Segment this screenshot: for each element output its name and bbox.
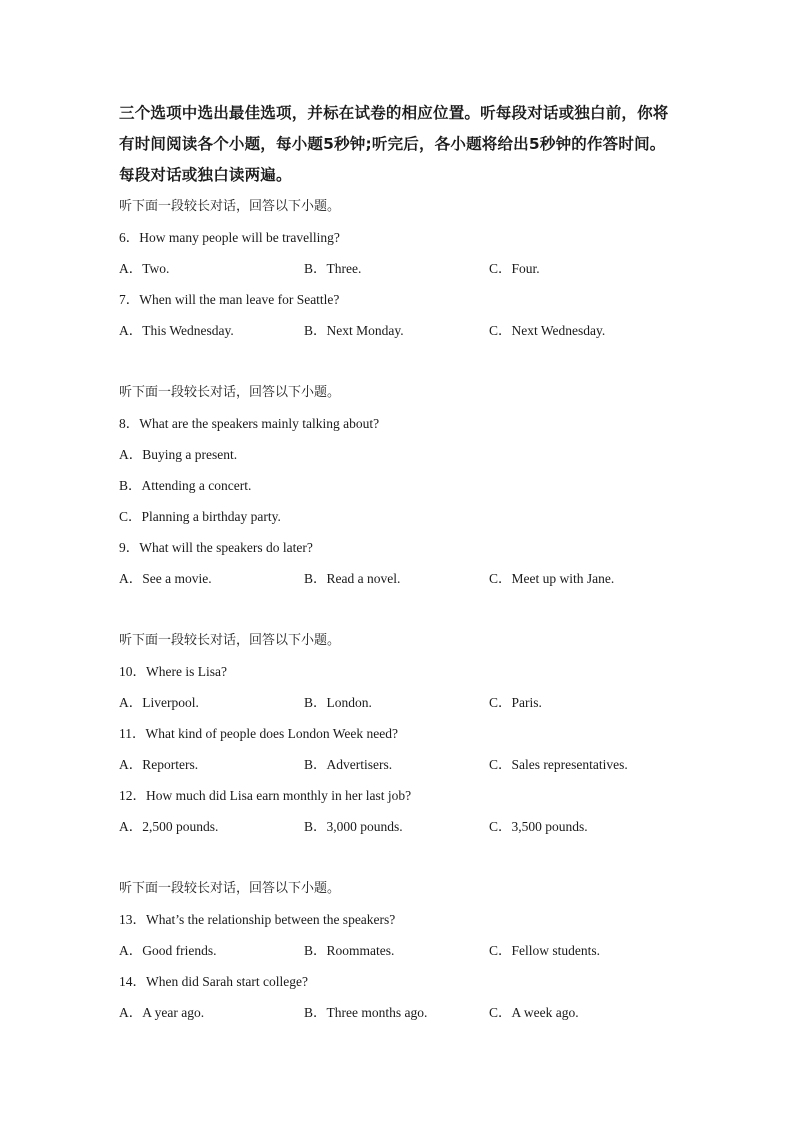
question-8: 8．What are the speakers mainly talking about?: [119, 416, 380, 431]
options-row: [119, 749, 679, 780]
option-a[interactable]: A．This Wednesday.: [119, 323, 234, 338]
option-b[interactable]: B．Attending a concert.: [119, 478, 252, 493]
options-row: [119, 687, 679, 718]
section-heading: 听下面一段较长对话，回答以下小题。: [119, 385, 341, 400]
question-13: 13．What’s the relationship between the speakers?: [119, 912, 396, 927]
option-a[interactable]: A．Liverpool.: [119, 695, 199, 710]
option-c[interactable]: C．Meet up with Jane.: [489, 571, 615, 586]
options-row: [119, 811, 679, 842]
question-7: 7．When will the man leave for Seattle?: [119, 292, 340, 307]
option-c[interactable]: C．3,500 pounds.: [489, 819, 588, 834]
option-b[interactable]: B．Read a novel.: [304, 571, 401, 586]
option-c[interactable]: C．Planning a birthday party.: [119, 509, 281, 524]
section-heading: 听下面一段较长对话，回答以下小题。: [119, 633, 341, 648]
option-a[interactable]: A．Good friends.: [119, 943, 217, 958]
option-c[interactable]: C．A week ago.: [489, 1005, 579, 1020]
option-b[interactable]: B．London.: [304, 695, 372, 710]
option-c[interactable]: C．Four.: [489, 261, 540, 276]
option-c[interactable]: C．Fellow students.: [489, 943, 601, 958]
option-b[interactable]: B．Three months ago.: [304, 1005, 428, 1020]
options-row: [119, 253, 679, 284]
options-row: [119, 935, 679, 966]
section-heading: 听下面一段较长对话，回答以下小题。: [119, 881, 341, 896]
section-heading: 听下面一段较长对话，回答以下小题。: [119, 199, 341, 214]
option-a[interactable]: A．Buying a present.: [119, 447, 238, 462]
question-10: 10．Where is Lisa?: [119, 664, 227, 679]
option-a[interactable]: A．See a movie.: [119, 571, 212, 586]
options-row: [119, 315, 679, 346]
option-a[interactable]: A．Two.: [119, 261, 170, 276]
option-c[interactable]: C．Paris.: [489, 695, 542, 710]
question-11: 11．What kind of people does London Week need?: [119, 726, 398, 741]
options-row: [119, 563, 679, 594]
question-14: 14．When did Sarah start college?: [119, 974, 308, 989]
section-4: [119, 873, 679, 1028]
section-3: [119, 625, 679, 842]
spacer: [119, 346, 679, 377]
question-9: 9．What will the speakers do later?: [119, 540, 313, 555]
section-2: [119, 377, 679, 594]
option-b[interactable]: B．Three.: [304, 261, 362, 276]
option-a[interactable]: A．Reporters.: [119, 757, 199, 772]
spacer: [119, 842, 679, 873]
options-row: [119, 997, 679, 1028]
option-a[interactable]: A．2,500 pounds.: [119, 819, 219, 834]
exam-page: [119, 98, 679, 1028]
option-b[interactable]: B．3,000 pounds.: [304, 819, 403, 834]
option-c[interactable]: C．Next Wednesday.: [489, 323, 606, 338]
option-b[interactable]: B．Next Monday.: [304, 323, 404, 338]
question-6: 6．How many people will be travelling?: [119, 230, 340, 245]
question-12: 12．How much did Lisa earn monthly in her last job?: [119, 788, 412, 803]
option-a[interactable]: A．A year ago.: [119, 1005, 205, 1020]
option-c[interactable]: C．Sales representatives.: [489, 757, 628, 772]
option-b[interactable]: B．Advertisers.: [304, 757, 393, 772]
instructions-paragraph: 三个选项中选出最佳选项，并标在试卷的相应位置。听每段对话或独白前，你将有时间阅读各个小题，每小题5秒钟;听完后，各小题将给出5秒钟的作答时间。每段对话或独白读两遍。: [119, 104, 669, 184]
option-b[interactable]: B．Roommates.: [304, 943, 395, 958]
spacer: [119, 594, 679, 625]
section-1: [119, 191, 679, 346]
